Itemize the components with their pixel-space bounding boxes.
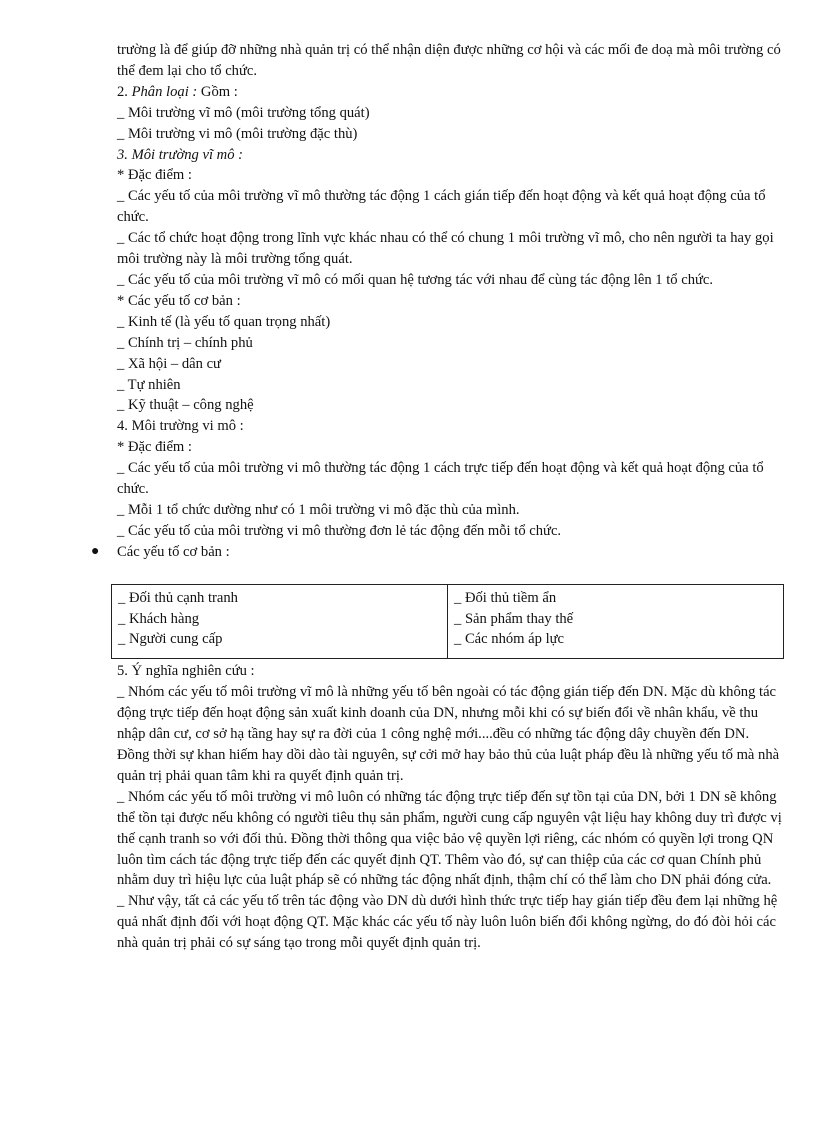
macro-factor: _ Tự nhiên xyxy=(117,376,181,393)
table-item: _ Khách hàng xyxy=(118,610,200,627)
table-item: _ Sản phẩm thay thế xyxy=(454,610,574,627)
bullet-label: Các yếu tố cơ bản : xyxy=(117,543,230,560)
micro-factors-table xyxy=(111,584,784,660)
table-item: _ Các nhóm áp lực xyxy=(454,631,565,648)
micro-feature: _ Các yếu tố của môi trường vi mô thường đơn lẻ tác động đến mỗi tổ chức. xyxy=(117,522,562,539)
macro-factors-label: * Các yếu tố cơ bản : xyxy=(117,292,241,309)
micro-feature: _ Mỗi 1 tổ chức dường như có 1 môi trường vi mô đặc thù của mình. xyxy=(117,501,520,518)
significance-paragraph: _ Nhóm các yếu tố môi trường vĩ mô là những yếu tố bên ngoài có tác động gián tiếp đến DN. Mặc dù không tác động trực tiếp đến hoạt động sản xuất kinh doanh của DN, nhưng mỗi khi có sự biến đổi về nhân khẩu, về thu nhập dân cư, cơ sở hạ tầng hay sự ra đời của 1 công nghệ mới....đều có những tác động dây chuyền đến DN. Đồng thời sự khan hiếm hay dồi dào tài nguyên, sự cởi mở hay bảo thủ của luật pháp đều là những yếu tố mà nhà quản trị phải quan tâm khi ra quyết định quản trị. xyxy=(117,684,780,784)
macro-feature: _ Các yếu tố của môi trường vĩ mô có mối quan hệ tương tác với nhau để cùng tác động lên 1 tổ chức. xyxy=(117,271,714,288)
classification-title: Phân loại : xyxy=(131,83,198,100)
classification-heading xyxy=(117,82,783,103)
macro-factor: _ Kinh tế (là yếu tố quan trọng nhất) xyxy=(117,313,331,330)
classification-number: 2. xyxy=(117,83,132,100)
table-cell-right xyxy=(448,584,784,659)
table-item: _ Đối thủ cạnh tranh xyxy=(118,589,238,606)
macro-factor: _ Kỹ thuật – công nghệ xyxy=(117,397,254,414)
macro-heading: 3. Môi trường vĩ mô : xyxy=(117,146,243,163)
table-item: _ Đối thủ tiềm ẩn xyxy=(454,589,557,606)
document-page xyxy=(91,40,783,954)
bullet-dot-icon: ● xyxy=(91,543,100,559)
micro-feature: _ Các yếu tố của môi trường vi mô thường tác động 1 cách trực tiếp đến hoạt động và kết quả hoạt động của tổ chức. xyxy=(117,460,764,498)
classification-item: _ Môi trường vi mô (môi trường đặc thù) xyxy=(117,125,358,142)
table-item: _ Người cung cấp xyxy=(118,631,223,648)
macro-feature: _ Các yếu tố của môi trường vĩ mô thường tác động 1 cách gián tiếp đến hoạt động và kết quả hoạt động của tổ chức. xyxy=(117,188,766,226)
intro-paragraph: trường là để giúp đỡ những nhà quản trị có thể nhận diện được những cơ hội và các mối đe doạ mà môi trường có thể đem lại cho tổ chức. xyxy=(117,42,781,79)
table-cell-left xyxy=(112,584,448,659)
macro-features-label: * Đặc điểm : xyxy=(117,167,192,184)
macro-feature: _ Các tổ chức hoạt động trong lĩnh vực khác nhau có thể có chung 1 môi trường vĩ mô, cho nên người ta hay gọi môi trường này là môi trường tổng quát. xyxy=(117,230,774,268)
micro-heading: 4. Môi trường vi mô : xyxy=(117,418,244,435)
table-row xyxy=(112,584,784,659)
macro-factor: _ Xã hội – dân cư xyxy=(117,355,221,372)
significance-paragraph: _ Nhóm các yếu tố môi trường vi mô luôn có những tác động trực tiếp đến sự tồn tại của DN, bởi 1 DN sẽ không thể tồn tại được nếu không có người tiêu thụ sản phẩm, người cung cấp nguyên vật liệu hay không duy trì được vị thế cạnh tranh so với đối thủ. Đồng thời thông qua việc bảo vệ quyền lợi riêng, các nhóm có quyền lợi trong QN luôn tìm cách tác động trực tiếp đến các quyết định QT. Thêm vào đó, sự can thiệp của các cơ quan Chính phủ nhằm duy trì hiệu lực của luật pháp sẽ có những tác động nhất định, thậm chí có thể làm cho DN phải đóng cửa. xyxy=(117,788,782,889)
macro-factor: _ Chính trị – chính phủ xyxy=(117,334,253,351)
bullet-item xyxy=(91,542,783,563)
classification-item: _ Môi trường vĩ mô (môi trường tổng quát) xyxy=(117,104,370,121)
significance-paragraph: _ Như vậy, tất cả các yếu tố trên tác động vào DN dù dưới hình thức trực tiếp hay gián tiếp đều đem lại những hệ quả nhất định đối với hoạt động QT. Mặc khác các yếu tố này luôn luôn biến đổi không ngừng, do đó đòi hỏi các nhà quản trị phải có sự sáng tạo trong mỗi quyết định quản trị. xyxy=(117,893,778,952)
classification-suffix: Gồm : xyxy=(197,83,238,100)
significance-heading: 5. Ý nghĩa nghiên cứu : xyxy=(117,663,255,680)
micro-features-label: * Đặc điểm : xyxy=(117,439,192,456)
